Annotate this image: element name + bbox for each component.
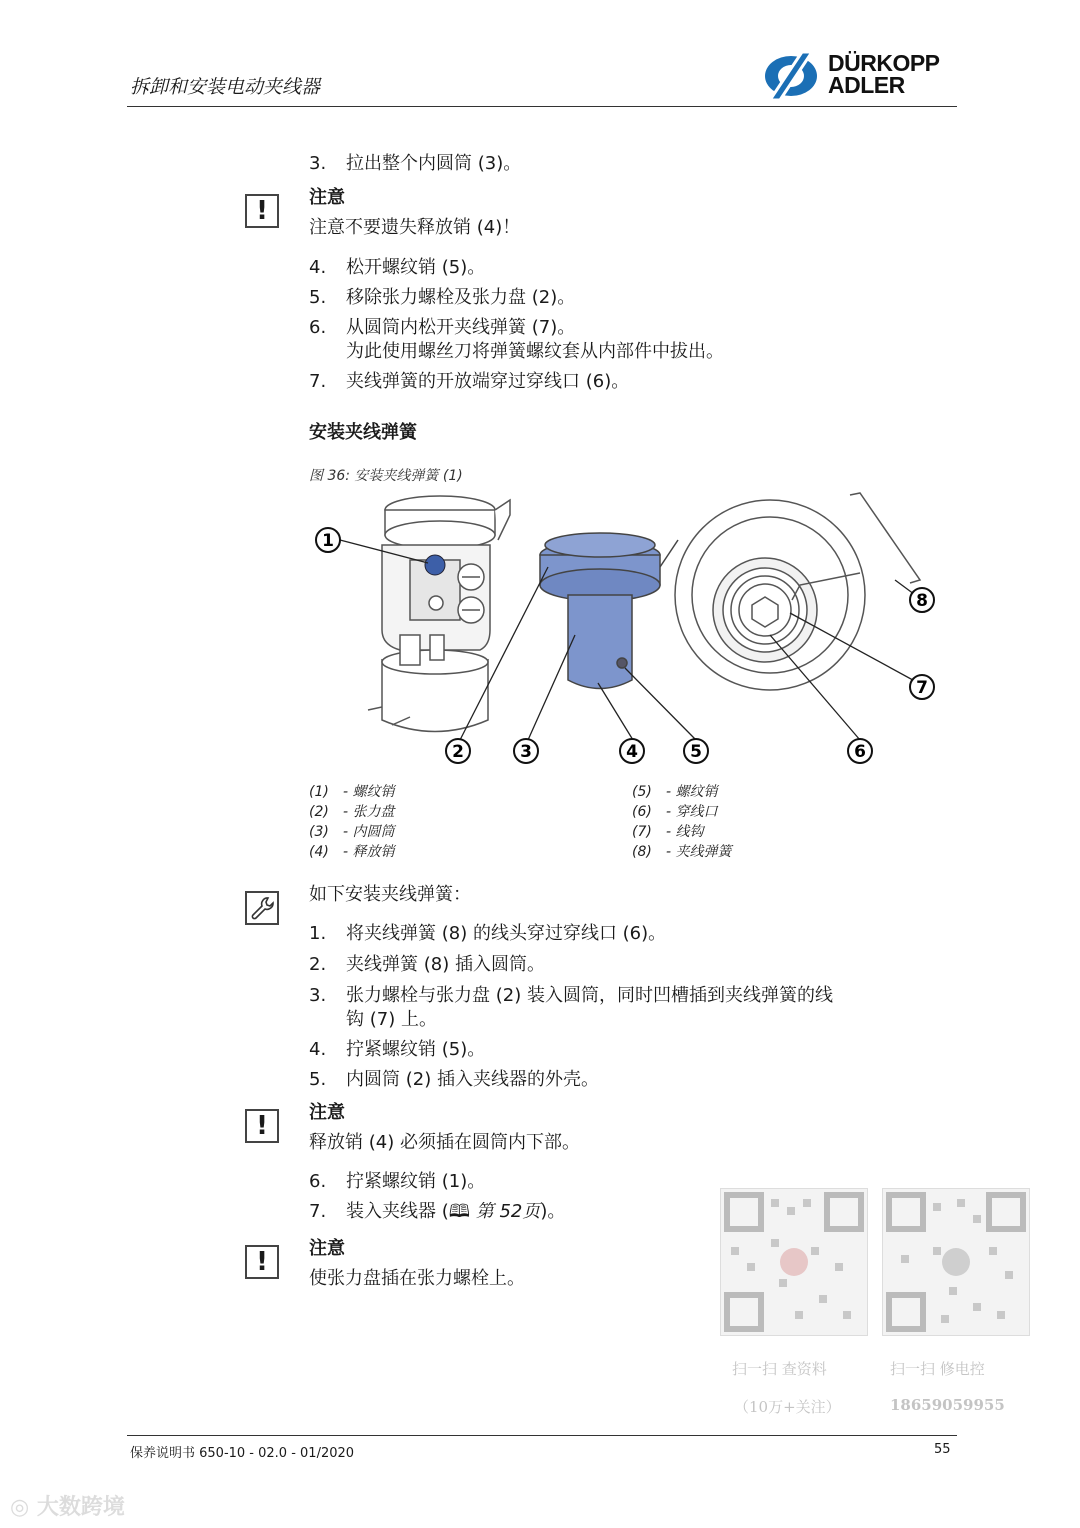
brand-logo-icon: [760, 50, 822, 102]
legend-item: (5) - 螺纹销: [632, 784, 718, 800]
warning-icon: !: [245, 1245, 279, 1279]
legend-item: (1) - 螺纹销: [309, 784, 395, 800]
svg-text:4: 4: [626, 742, 638, 762]
svg-text:1: 1: [322, 531, 334, 551]
tension-disc-assembly: [675, 493, 920, 690]
tensioner-housing: [368, 496, 510, 732]
figure-legend-right: [632, 782, 732, 862]
svg-text:8: 8: [916, 591, 928, 611]
warning-icon: !: [245, 194, 279, 228]
footer-document-id: 保养说明书 650-10 - 02.0 - 01/2020: [130, 1446, 355, 1461]
page-number: 55: [934, 1442, 951, 1457]
set-screw-1: [425, 555, 445, 575]
svg-text:7: 7: [916, 678, 928, 698]
final-step-6: 6. 拧紧螺纹销 (1)。: [309, 1171, 486, 1192]
step-3-remove-cylinder: 3. 拉出整个内圆筒 (3)。: [309, 153, 522, 174]
note-3-text: 使张力盘插在张力螺栓上。: [309, 1268, 525, 1289]
install-step-1: 1. 将夹线弹簧 (8) 的线头穿过穿线口 (6)。: [309, 923, 667, 944]
header-divider: [127, 106, 957, 107]
section-title: 安装夹线弹簧: [309, 422, 417, 443]
qr-left-label: 扫一扫 查资料: [732, 1360, 827, 1378]
watermark-text: ◎ 大数跨境: [10, 1495, 125, 1520]
callout-3: [514, 739, 538, 763]
book-icon: 🕮: [448, 1201, 470, 1222]
qr-code-left[interactable]: [720, 1188, 868, 1336]
wrench-icon: [245, 891, 279, 925]
callout-6: [848, 739, 872, 763]
footer-divider: [127, 1435, 957, 1436]
figure-legend-left: [309, 782, 395, 862]
qr-right-phone: 18659059955: [890, 1396, 1005, 1414]
callout-5: [684, 739, 708, 763]
thread-tensioner-illustration: [300, 485, 960, 770]
legend-item: (8) - 夹线弹簧: [632, 844, 732, 860]
page-header-title: 拆卸和安装电动夹线器: [130, 76, 321, 98]
callout-8: [910, 588, 934, 612]
note-2-text: 释放销 (4) 必须插在圆筒内下部。: [309, 1132, 580, 1153]
install-step-5: 5. 内圆筒 (2) 插入夹线器的外壳。: [309, 1069, 599, 1090]
install-step-2: 2. 夹线弹簧 (8) 插入圆筒。: [309, 954, 545, 975]
legend-item: (2) - 张力盘: [309, 804, 395, 820]
install-step-4: 4. 拧紧螺纹销 (5)。: [309, 1039, 486, 1060]
callout-1: [316, 528, 340, 552]
legend-item: (3) - 内圆筒: [309, 824, 395, 840]
qr-left-sublabel: （10万+关注）: [734, 1398, 841, 1416]
qr-right-label: 扫一扫 修电控: [890, 1360, 985, 1378]
step-4: 4. 松开螺纹销 (5)。: [309, 257, 486, 278]
note-1-text: 注意不要遗失释放销 (4)！: [309, 217, 521, 238]
note-3-title: 注意: [309, 1238, 345, 1259]
watermark-logo-icon: ◎: [10, 1495, 37, 1520]
svg-text:2: 2: [452, 742, 464, 762]
install-step-3: 3. 张力螺栓与张力盘 (2) 装入圆筒，同时凹槽插到夹线弹簧的线 钩 (7) 上。: [309, 985, 833, 1030]
svg-text:5: 5: [690, 742, 702, 762]
figure-caption: 图 36: 安装夹线弹簧 (1): [309, 468, 463, 484]
svg-text:6: 6: [854, 742, 866, 762]
page-reference-link[interactable]: 第 52页: [475, 1201, 541, 1222]
svg-text:3: 3: [520, 742, 532, 762]
step-7: 7. 夹线弹簧的开放端穿过穿线口 (6)。: [309, 371, 630, 392]
legend-item: (6) - 穿线口: [632, 804, 718, 820]
callout-4: [620, 739, 644, 763]
final-step-7: 7. 装入夹线器 (🕮 第 52页)。: [309, 1201, 566, 1222]
install-intro: 如下安装夹线弹簧：: [309, 884, 471, 905]
note-2-title: 注意: [309, 1102, 345, 1123]
legend-item: (4) - 释放销: [309, 844, 395, 860]
qr-code-right[interactable]: [882, 1188, 1030, 1336]
note-1-title: 注意: [309, 187, 345, 208]
callout-7: [910, 675, 934, 699]
step-6: 6. 从圆筒内松开夹线弹簧 (7)。 为此使用螺丝刀将弹簧螺纹套从内部件中拔出。: [309, 317, 724, 362]
warning-icon: !: [245, 1109, 279, 1143]
legend-item: (7) - 线钩: [632, 824, 704, 840]
step-5: 5. 移除张力螺栓及张力盘 (2)。: [309, 287, 576, 308]
inner-cylinder: [540, 533, 678, 689]
brand-name: DÜRKOPP ADLER: [828, 50, 940, 98]
callout-2: [446, 739, 470, 763]
